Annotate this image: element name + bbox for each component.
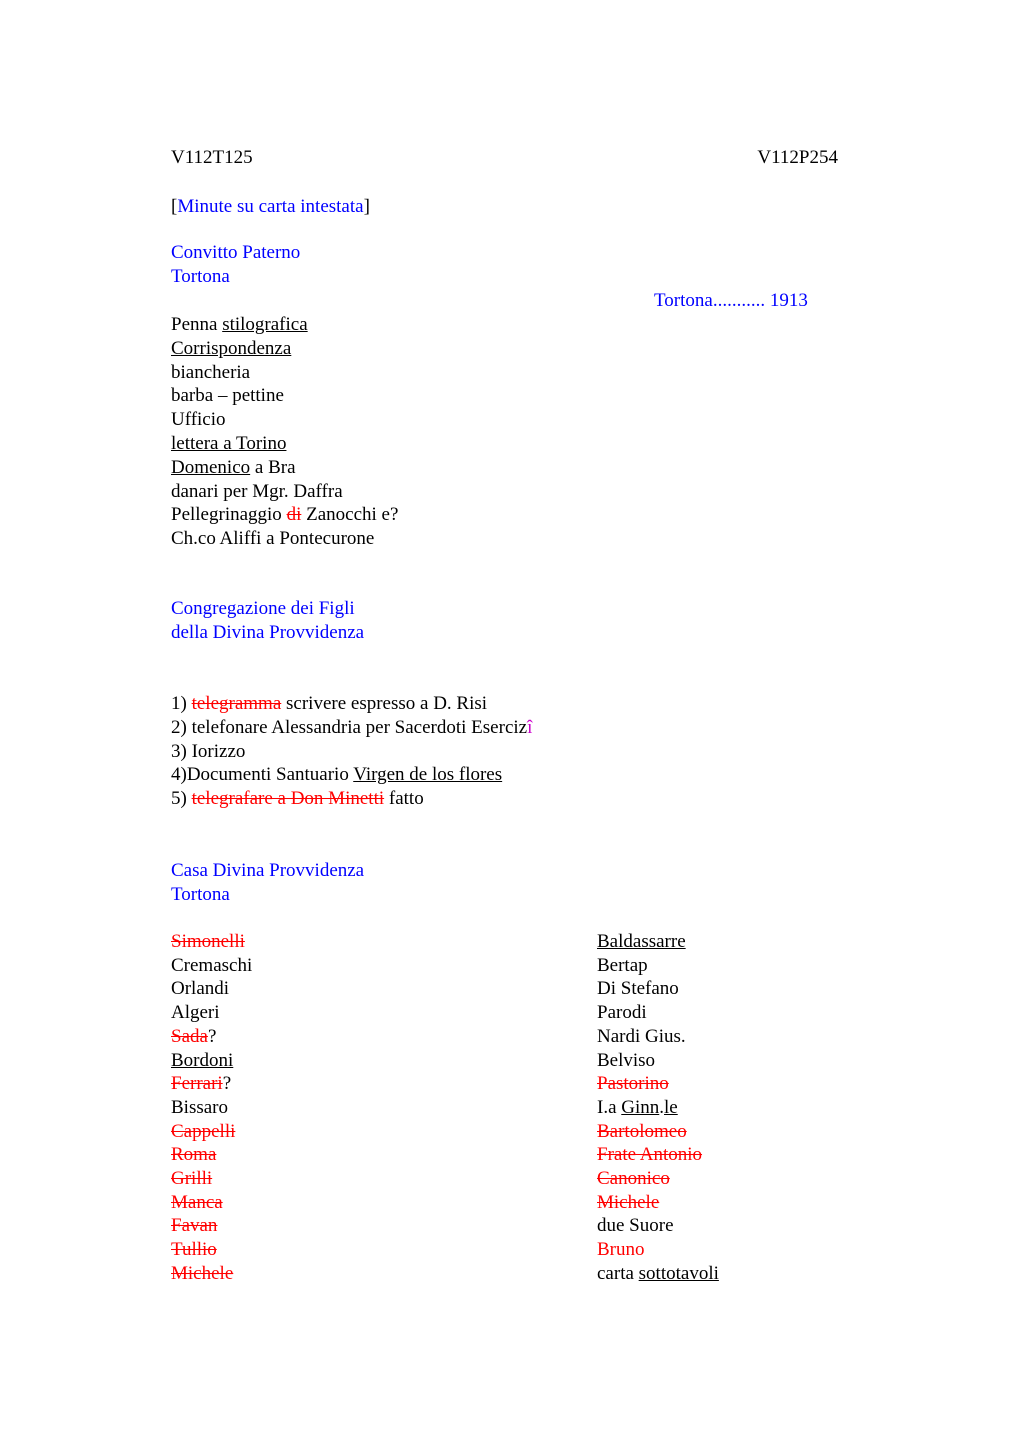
list-item: biancheria <box>171 361 251 383</box>
name-entry: Algeri <box>171 1002 220 1024</box>
names-column-right <box>597 930 719 1286</box>
list-item: Ch.co Aliffi a Pontecurone <box>171 528 375 550</box>
document-code-left: V112T125 <box>171 147 253 168</box>
name-entry: Cappelli <box>171 1120 236 1142</box>
name-entry: Parodi <box>597 1002 647 1024</box>
bracket-close: ] <box>363 196 370 217</box>
editorial-mark: î <box>527 716 533 738</box>
name-entry: Bartolomeo <box>597 1120 687 1142</box>
struck-text: telegramma <box>191 693 282 714</box>
letterhead-line: Convitto Paterno <box>171 242 301 263</box>
editorial-note-text: Minute su carta intestata <box>177 196 364 217</box>
name-entry: Bruno <box>597 1239 645 1261</box>
list-item: Corrispondenza <box>171 337 292 359</box>
name-entry: Frate Antonio <box>597 1144 703 1166</box>
bracket-open: [ <box>171 196 178 217</box>
list-item: Domenico a Bra <box>171 456 296 478</box>
name-entry: carta sottotavoli <box>597 1262 719 1284</box>
name-entry: Bordoni <box>171 1049 234 1071</box>
name-entry: Simonelli <box>171 931 245 952</box>
task-item: 4)Documenti Santuario Virgen de los flores <box>171 764 503 786</box>
letter-date: Tortona........... 1913 <box>654 290 808 311</box>
name-entry: Roma <box>171 1144 217 1166</box>
name-entry: Grilli <box>171 1168 213 1190</box>
name-entry: Ferrari? <box>171 1073 232 1095</box>
name-entry: due Suore <box>597 1215 674 1237</box>
name-entry: Favan <box>171 1215 218 1237</box>
name-entry: Sada? <box>171 1025 217 1047</box>
name-entry: Bertap <box>597 954 648 976</box>
letterhead-line: Tortona <box>171 883 230 905</box>
name-entry: Nardi Gius. <box>597 1025 686 1047</box>
list-item: Penna stilografica <box>171 314 308 335</box>
name-entry: Orlandi <box>171 978 230 1000</box>
task-item: 5) telegrafare a Don Minetti fatto <box>171 788 424 810</box>
name-entry: Di Stefano <box>597 978 679 1000</box>
name-entry: Belviso <box>597 1049 656 1071</box>
letterhead-casa <box>171 859 364 907</box>
letterhead-congregazione <box>171 597 364 645</box>
names-column-left <box>171 930 252 1286</box>
struck-text: di <box>286 504 302 526</box>
list-item: danari per Mgr. Daffra <box>171 480 343 502</box>
list-item: Ufficio <box>171 409 226 431</box>
struck-text: telegrafare a Don Minetti <box>191 788 385 810</box>
reminder-list <box>171 313 398 551</box>
name-entry: Pastorino <box>597 1073 669 1095</box>
name-entry: Baldassarre <box>597 931 686 952</box>
letterhead-line: Tortona <box>171 265 230 287</box>
letterhead-line: Congregazione dei Figli <box>171 598 355 619</box>
letterhead-convitto <box>171 241 300 289</box>
name-entry: Michele <box>597 1191 660 1213</box>
name-entry: Manca <box>171 1191 223 1213</box>
task-item: 2) telefonare Alessandria per Sacerdoti Esercizî <box>171 716 533 738</box>
task-item: 3) Iorizzo <box>171 740 246 762</box>
editorial-note <box>171 195 370 219</box>
letterhead-line: Casa Divina Provvidenza <box>171 860 365 881</box>
name-entry: Bissaro <box>171 1096 228 1118</box>
name-entry: Canonico <box>597 1168 670 1190</box>
document-code-right: V112P254 <box>757 147 838 168</box>
list-item: barba – pettine <box>171 385 284 407</box>
list-item: lettera a Torino <box>171 432 287 454</box>
letterhead-line: della Divina Provvidenza <box>171 621 365 643</box>
name-entry: I.a Ginn.le <box>597 1096 678 1118</box>
name-entry: Michele <box>171 1262 234 1284</box>
task-list <box>171 692 532 811</box>
name-entry: Cremaschi <box>171 954 253 976</box>
name-entry: Tullio <box>171 1239 217 1261</box>
task-item: 1) telegramma scrivere espresso a D. Risi <box>171 693 488 714</box>
list-item: Pellegrinaggio di Zanocchi e? <box>171 504 399 526</box>
